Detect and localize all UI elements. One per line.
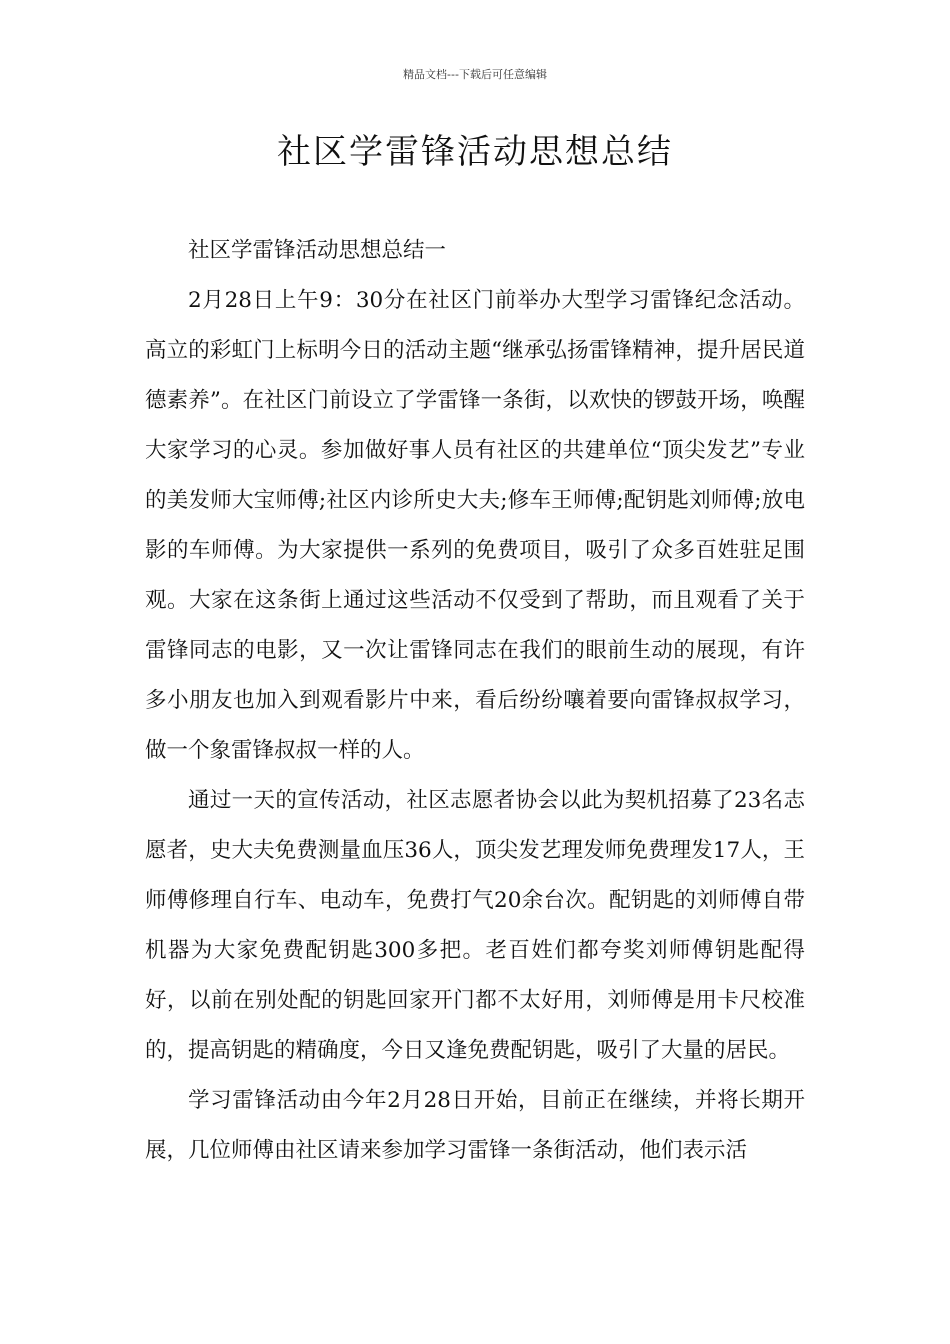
paragraph: 2月28日上午9：30分在社区门前举办大型学习雷锋纪念活动。高立的彩虹门上标明今日的活动主题“继承弘扬雷锋精神，提升居民道德素养”。在社区门前设立了学雷锋一条街，以欢快的锣鼓开场，唤醒大家学习的心灵。参加做好事人员有社区的共建单位“顶尖发艺”专业的美发师大宝师傅;社区内诊所史大夫;修车王师傅;配钥匙刘师傅;放电影的车师傅。为大家提供一系列的免费项目，吸引了众多百姓驻足围观。大家在这条街上通过这些活动不仅受到了帮助，而且观看了关于雷锋同志的电影，又一次让雷锋同志在我们的眼前生动的展现，有许多小朋友也加入到观看影片中来，看后纷纷嚷着要向雷锋叔叔学习，做一个象雷锋叔叔一样的人。 [145, 288, 805, 763]
paragraph-subtitle: 社区学雷锋活动思想总结一 [188, 238, 447, 263]
header-note: 精品文档---下载后可任意编辑 [403, 68, 547, 81]
paragraph: 学习雷锋活动由今年2月28日开始，目前正在继续，并将长期开展，几位师傅由社区请来参加学习雷锋一条街活动，他们表示活 [145, 1088, 805, 1163]
paragraph: 通过一天的宣传活动，社区志愿者协会以此为契机招募了23名志愿者，史大夫免费测量血压36人，顶尖发艺理发师免费理发17人，王师傅修理自行车、电动车，免费打气20余台次。配钥匙的刘师傅自带机器为大家免费配钥匙300多把。老百姓们都夸奖刘师傅钥匙配得好，以前在别处配的钥匙回家开门都不太好用，刘师傅是用卡尺校准的，提高钥匙的精确度，今日又逢免费配钥匙，吸引了大量的居民。 [145, 788, 805, 1063]
document-body [145, 226, 805, 1176]
document-title: 社区学雷锋活动思想总结 [277, 132, 673, 172]
